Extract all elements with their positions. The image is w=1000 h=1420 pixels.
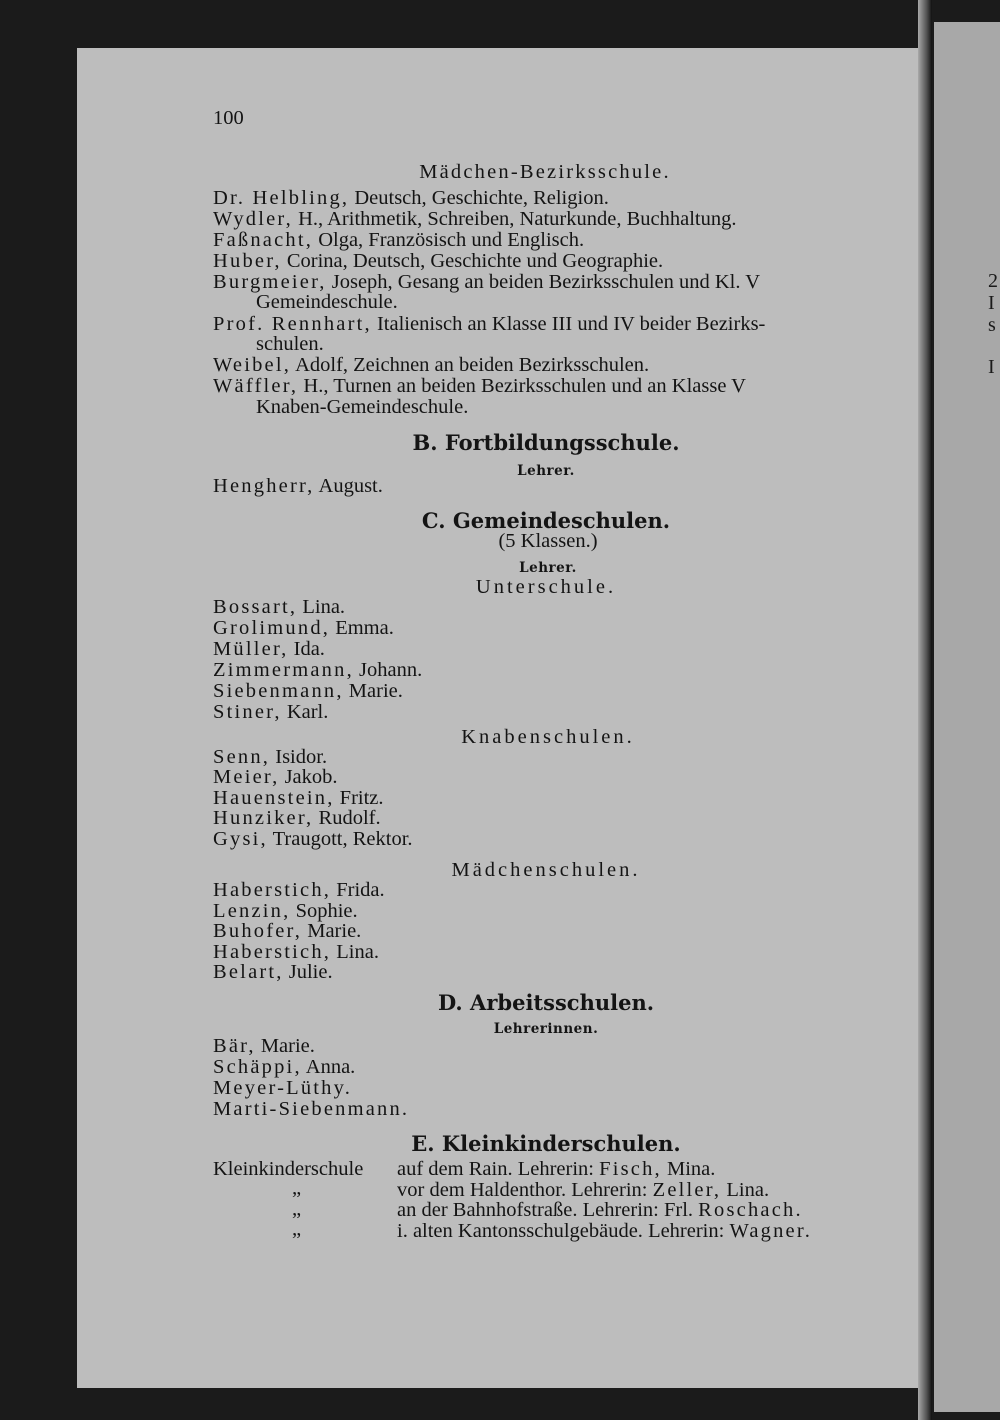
subheading-lehrerinnen: Lehrerinnen. [493, 1021, 599, 1037]
teacher-line: Müller, Ida. [213, 638, 325, 660]
teacher-line: Lenzin, Sophie. [213, 900, 358, 922]
kleinkinderschule-row: an der Bahnhofstraße. Lehrerin: Frl. Roschach. [397, 1199, 803, 1221]
subheading-lehrer: Lehrer. [519, 560, 577, 576]
kleinkinderschule-row: i. alten Kantonsschulgebäude. Lehrerin: Wagner. [397, 1220, 813, 1242]
facing-page-fragment: I [988, 292, 995, 314]
page-number: 100 [213, 107, 244, 129]
facing-page-fragment: s [988, 314, 996, 336]
teacher-line: Burgmeier, Joseph, Gesang an beiden Bezirksschulen und Kl. V [213, 271, 761, 293]
kleinkinderschule-row: auf dem Rain. Lehrerin: Fisch, Mina. [397, 1158, 716, 1180]
teacher-line: Dr. Helbling, Deutsch, Geschichte, Religion. [213, 187, 609, 209]
teacher-line: Haberstich, Frida. [213, 879, 385, 901]
note-klassen: (5 Klassen.) [498, 530, 598, 552]
facing-page-fragment: 2 [988, 270, 998, 292]
teacher-line: Senn, Isidor. [213, 746, 328, 768]
kleinkinderschule-row: vor dem Haldenthor. Lehrerin: Zeller, Lina. [397, 1179, 770, 1201]
teacher-line: Bossart, Lina. [213, 596, 346, 618]
teacher-line: Grolimund, Emma. [213, 617, 394, 639]
teacher-line: Haberstich, Lina. [213, 941, 379, 963]
teacher-line: Hauenstein, Fritz. [213, 787, 384, 809]
facing-page-fragment: I [988, 356, 995, 378]
teacher-line: Siebenmann, Marie. [213, 680, 403, 702]
teacher-line-continuation: Gemeindeschule. [256, 291, 398, 313]
teacher-line: Buhofer, Marie. [213, 920, 362, 942]
teacher-line: Wäffler, H., Turnen an beiden Bezirksschulen und an Klasse V [213, 375, 746, 397]
teacher-line: Wydler, H., Arithmetik, Schreiben, Naturkunde, Buchhaltung. [213, 208, 737, 230]
section-heading-kleinkinderschulen: E. Kleinkinderschulen. [411, 1131, 681, 1156]
subsection-heading-maedchenschulen: Mädchenschulen. [451, 859, 641, 881]
teacher-line: Huber, Corina, Deutsch, Geschichte und Geographie. [213, 250, 664, 272]
section-heading-fortbildungsschule: B. Fortbildungsschule. [412, 430, 680, 455]
teacher-line: Marti-Siebenmann. [213, 1098, 410, 1120]
teacher-line-continuation: schulen. [256, 333, 324, 355]
subsection-heading-unterschule: Unterschule. [475, 576, 617, 598]
section-heading-maedchen-bezirksschule: Mädchen-Bezirksschule. [419, 161, 671, 183]
teacher-line: Prof. Rennhart, Italienisch an Klasse III und IV beider Bezirks- [213, 313, 766, 335]
facing-page-edge [934, 22, 1000, 1412]
ditto-mark: „ [292, 1218, 302, 1240]
ditto-mark: „ [292, 1198, 302, 1220]
teacher-line: Gysi, Traugott, Rektor. [213, 828, 413, 850]
kleinkinderschule-prefix: Kleinkinderschule [213, 1158, 364, 1180]
teacher-line: Hengherr, August. [213, 475, 383, 497]
teacher-line: Zimmermann, Johann. [213, 659, 423, 681]
teacher-line-continuation: Knaben-Gemeindeschule. [256, 396, 469, 418]
teacher-line: Belart, Julie. [213, 961, 333, 983]
subsection-heading-knabenschulen: Knabenschulen. [461, 726, 635, 748]
subheading-lehrer: Lehrer. [517, 463, 575, 479]
teacher-line: Faßnacht, Olga, Französisch und Englisch. [213, 229, 585, 251]
teacher-line: Meier, Jakob. [213, 766, 338, 788]
ditto-mark: „ [292, 1177, 302, 1199]
book-spine [918, 0, 932, 1420]
teacher-line: Bär, Marie. [213, 1035, 315, 1057]
section-heading-arbeitsschulen: D. Arbeitsschulen. [437, 990, 655, 1015]
teacher-line: Stiner, Karl. [213, 701, 329, 723]
teacher-line: Schäppi, Anna. [213, 1056, 356, 1078]
teacher-line: Meyer-Lüthy. [213, 1077, 353, 1099]
teacher-line: Weibel, Adolf, Zeichnen an beiden Bezirksschulen. [213, 354, 650, 376]
teacher-line: Hunziker, Rudolf. [213, 807, 381, 829]
section-heading-gemeindeschulen: C. Gemeindeschulen. [421, 508, 671, 533]
